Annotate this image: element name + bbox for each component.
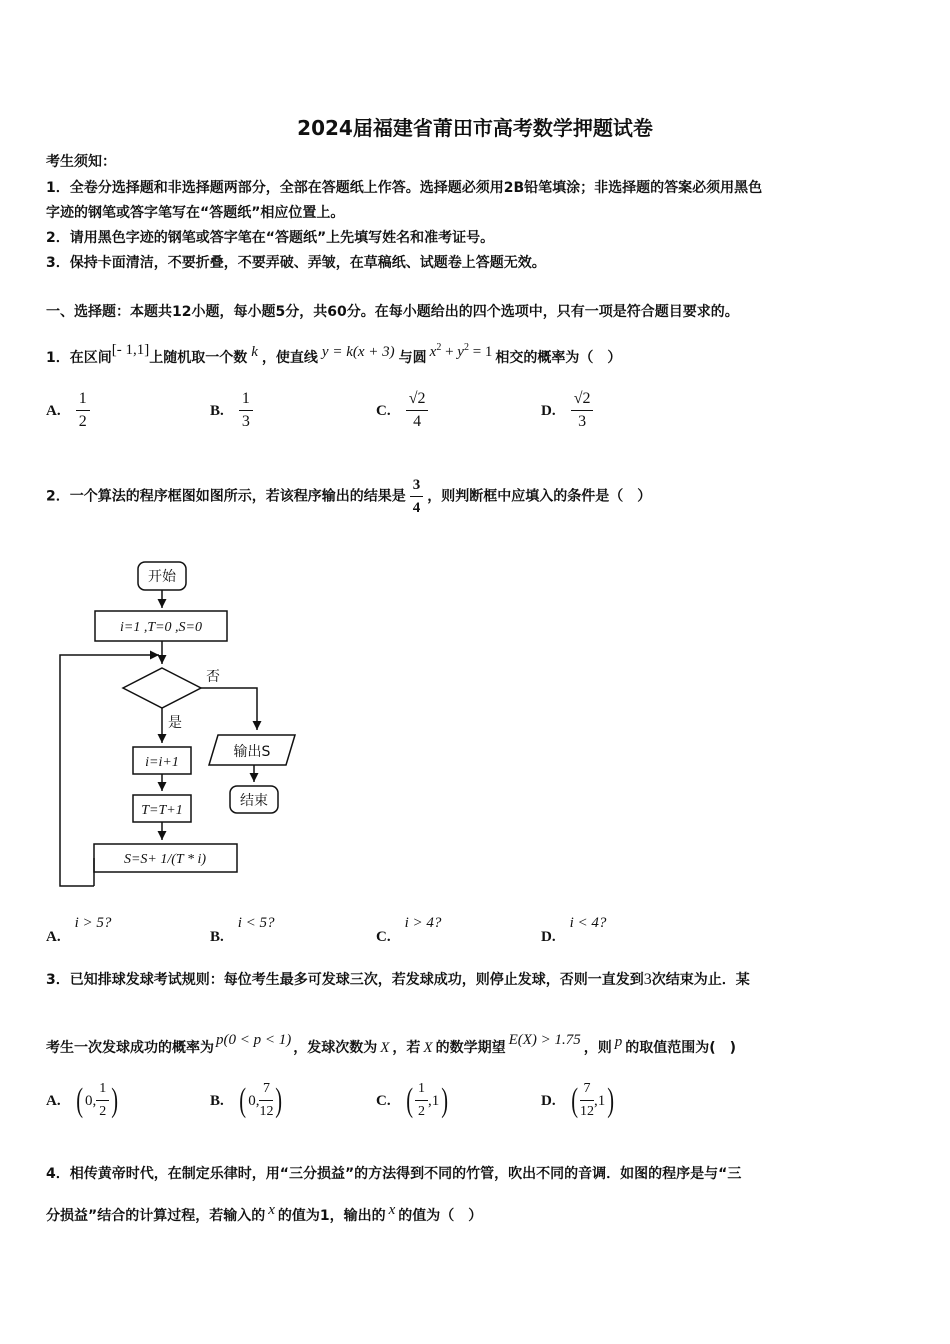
q1-option-c-letter: C. — [376, 403, 391, 419]
q1-option-d-num: √2 — [571, 390, 594, 411]
question-3-line-2 — [46, 1030, 736, 1058]
q2-option-a-text: i > 5? — [74, 915, 112, 931]
q2-option-c-letter: C. — [376, 929, 391, 945]
q2-option-d-text: i < 4? — [569, 915, 607, 931]
q3-option-b-letter: B. — [210, 1093, 224, 1109]
q3-option-d-fraction — [580, 1080, 594, 1121]
question-3-line-1 — [46, 970, 750, 990]
q3-X-1: X — [380, 1040, 390, 1056]
q3-option-c-letter: C. — [376, 1093, 391, 1109]
notice-item-1: 1．全卷分选择题和非选择题两部分，全部在答题纸上作答。选择题必须用2B铅笔填涂；非选择题的答案必须用黑色 — [46, 180, 763, 196]
q3-option-a-rparen: ) — [111, 1081, 119, 1119]
q3-option-a-fraction — [96, 1080, 109, 1121]
q1-circle-x: x — [429, 344, 437, 360]
q1-line-eq: y = k(x + 3) — [321, 344, 395, 360]
q3-option-d-lparen: ( — [570, 1081, 578, 1119]
q2-option-d-letter: D. — [541, 929, 556, 945]
q3-p-range: p(0 < p < 1) — [216, 1032, 292, 1048]
q2-text-2: ，则判断框中应填入的条件是（ ） — [427, 488, 652, 505]
q3-option-d-right: ,1 — [594, 1093, 606, 1109]
q3-option-b-lparen: ( — [239, 1081, 246, 1119]
q3-option-c-lparen: ( — [405, 1081, 413, 1119]
notice-heading: 考生须知： — [46, 154, 116, 170]
q4-x-1: x — [268, 1202, 275, 1218]
q3-option-d[interactable] — [541, 1080, 617, 1121]
q2-option-c[interactable] — [376, 912, 442, 945]
q3-option-d-num: 7 — [580, 1080, 594, 1101]
flow-yes-label: 是 — [168, 715, 182, 731]
q3-option-a-den: 2 — [99, 1104, 107, 1119]
q3-three: 3 — [643, 971, 652, 988]
q1-option-a-num: 1 — [76, 390, 90, 411]
q1-option-d-den: 3 — [578, 413, 587, 430]
q3-text-4: ，发球次数为 — [293, 1040, 378, 1056]
q2-option-a[interactable] — [46, 912, 112, 945]
notice-item-1-cont: 字迹的钢笔或答字笔写在“答题纸”相应位置上。 — [46, 205, 345, 221]
q3-option-c-fraction — [415, 1080, 428, 1121]
q1-option-d-letter: D. — [541, 403, 556, 419]
q4-text-2: 的值为1，输出的 — [277, 1208, 386, 1224]
q3-text-3: 考生一次发球成功的概率为 — [46, 1040, 214, 1056]
notice-item-3: 3．保持卡面清洁，不要折叠，不要弄破、弄皱，在草稿纸、试题卷上答题无效。 — [46, 255, 546, 271]
q3-text-8: 的取值范围为( ) — [625, 1040, 737, 1056]
q1-k: k — [251, 344, 258, 360]
q3-option-c-den: 2 — [418, 1104, 426, 1119]
q2-frac-num: 3 — [410, 476, 424, 497]
q3-option-c[interactable] — [376, 1080, 451, 1121]
flow-init-text: i=1 ,T=0 ,S=0 — [119, 620, 203, 635]
q3-option-d-den: 12 — [580, 1104, 595, 1119]
q1-interval: [- 1,1] — [111, 342, 150, 358]
q3-option-b-fraction — [259, 1080, 273, 1121]
q3-option-a-lparen: ( — [75, 1081, 83, 1119]
q2-option-b[interactable] — [210, 912, 275, 945]
q4-x-2: x — [388, 1202, 396, 1218]
q1-circle-exp-y: 2 — [463, 342, 469, 353]
q3-expectation: E(X) > 1.75 — [508, 1032, 581, 1048]
q2-option-b-letter: B. — [210, 929, 224, 945]
notice-item-2: 2．请用黑色字迹的钢笔或答字笔在“答题纸”上先填写姓名和准考证号。 — [46, 230, 495, 246]
q3-option-c-right: ,1 — [428, 1093, 440, 1109]
q3-option-b-left: 0, — [248, 1093, 260, 1109]
q4-text-1: 分损益”结合的计算过程，若输入的 — [46, 1208, 266, 1224]
question-4-line-2 — [46, 1200, 482, 1226]
flow-step-2-text: T=T+1 — [141, 803, 183, 818]
q3-X-2: X — [423, 1040, 433, 1056]
flow-step-1-text: i=i+1 — [145, 755, 179, 770]
q1-circle-y: y — [457, 344, 464, 360]
q1-circle-rhs: = 1 — [468, 344, 493, 360]
q3-option-a-left: 0, — [85, 1093, 97, 1109]
q1-text-1: 1．在区间 — [46, 350, 112, 366]
q3-option-b-num: 7 — [259, 1080, 273, 1101]
q3-option-b-rparen: ) — [275, 1081, 283, 1119]
q3-option-c-num: 1 — [415, 1080, 428, 1101]
flow-output-text: 输出S — [233, 744, 271, 760]
q3-text-6: 的数学期望 — [435, 1040, 506, 1056]
flow-start-text: 开始 — [148, 569, 176, 585]
q3-text-5: ，若 — [392, 1040, 421, 1056]
q1-option-b-den: 3 — [241, 413, 250, 430]
question-4-line-1: 4．相传黄帝时代，在制定乐律时，用“三分损益”的方法得到不同的竹管，吹出不同的音调．如图的程序是与“三 — [46, 1166, 742, 1182]
q2-option-b-text: i < 5? — [237, 915, 275, 931]
q1-option-b-num: 1 — [239, 390, 253, 411]
q2-frac-den: 4 — [412, 500, 421, 516]
q3-option-d-letter: D. — [541, 1093, 556, 1109]
q3-text-2: 次结束为止．某 — [651, 972, 750, 988]
q1-circle-exp-x: 2 — [436, 342, 442, 353]
q1-text-3: ，使直线 — [261, 350, 318, 366]
q3-p: p — [614, 1034, 623, 1050]
q1-circle-plus: + — [441, 344, 458, 360]
q1-text-2: 上随机取一个数 — [149, 350, 248, 366]
q1-option-a-letter: A. — [46, 403, 61, 419]
q1-option-c-den: 4 — [413, 413, 422, 430]
flow-step-3-text: S=S+ 1/(T * i) — [123, 852, 207, 867]
q4-text-3: 的值为（ ） — [398, 1208, 483, 1224]
q3-text-7: ，则 — [583, 1040, 612, 1056]
q3-option-c-rparen: ) — [441, 1081, 449, 1119]
q1-text-5: 相交的概率为（ ） — [495, 350, 622, 366]
q3-option-b[interactable] — [210, 1080, 285, 1121]
q3-option-a-letter: A. — [46, 1093, 61, 1109]
q3-option-a[interactable] — [46, 1080, 121, 1121]
q3-option-a-num: 1 — [96, 1080, 109, 1101]
flow-end-text: 结束 — [240, 793, 268, 809]
q1-option-b-letter: B. — [210, 403, 224, 419]
section-heading: 一、选择题：本题共12小题，每小题5分，共60分。在每小题给出的四个选项中，只有一项是符合题目要求的。 — [46, 304, 739, 320]
q3-option-b-den: 12 — [259, 1104, 274, 1119]
q1-option-a-den: 2 — [78, 413, 87, 430]
q1-text-4: 与圆 — [398, 350, 427, 366]
q3-text-1: 3．已知排球发球考试规则：每位考生最多可发球三次，若发球成功，则停止发球，否则一直发到 — [46, 972, 644, 988]
q2-option-d[interactable] — [541, 912, 607, 945]
flow-no-label: 否 — [206, 669, 220, 685]
q3-option-d-rparen: ) — [607, 1081, 615, 1119]
flow-decision — [123, 668, 201, 708]
flow-arrow-no — [201, 688, 257, 730]
q2-option-c-text: i > 4? — [404, 915, 442, 931]
page-title: 2024届福建省莆田市高考数学押题试卷 — [297, 116, 653, 140]
q2-text-1: 2．一个算法的程序框图如图所示，若该程序输出的结果是 — [46, 488, 406, 505]
q1-option-c-num: √2 — [406, 390, 429, 411]
q2-option-a-letter: A. — [46, 929, 61, 945]
